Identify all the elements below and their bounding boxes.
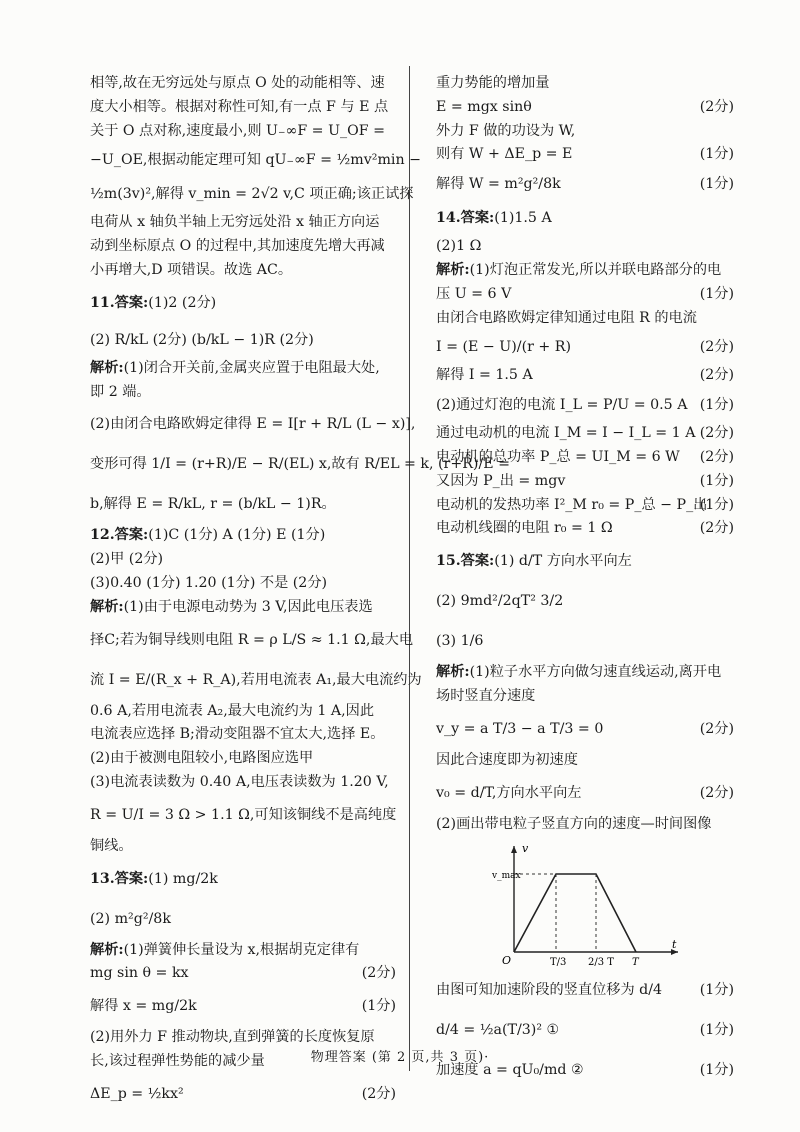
left-line <box>90 572 396 596</box>
score-label: (2分) <box>699 98 734 115</box>
line-text: 重力势能的增加量 <box>436 75 550 91</box>
tick-t: T <box>632 957 639 969</box>
line-text: ΔE_p = ½kx² <box>90 1085 184 1102</box>
score-label: (2分) <box>699 448 734 465</box>
left-line <box>90 357 396 381</box>
left-line <box>90 962 396 986</box>
right-line <box>436 259 734 283</box>
right-line <box>436 494 734 518</box>
line-text: 场时竖直分速度 <box>436 687 536 704</box>
origin-label: O <box>502 954 512 968</box>
line-text: (2) m²g²/8k <box>90 910 171 927</box>
line-text: 解析:(1)灯泡正常发光,所以并联电路部分的电 <box>436 261 722 278</box>
score-label: (2分) <box>699 339 734 356</box>
line-text: 压 U = 6 V <box>436 285 512 302</box>
line-text: v_y = a T/3 − a T/3 = 0 <box>436 720 604 737</box>
score-label: (1分) <box>699 176 734 193</box>
line-text: 长,该过程弹性势能的减少量 <box>90 1052 265 1069</box>
line-text: 解得 W = m²g²/8k <box>436 176 561 193</box>
tick-2t3: 2/3 T <box>588 957 614 969</box>
line-text: 电流表应选择 B;滑动变阻器不宜太大,选择 E。 <box>90 726 385 743</box>
left-line <box>90 72 396 96</box>
left-line <box>90 795 396 835</box>
left-line <box>90 211 396 235</box>
line-text: 外力 F 做的功设为 W, <box>436 122 576 139</box>
right-line <box>436 749 734 773</box>
column-divider <box>409 66 410 1071</box>
line-text: 度大小相等。根据对称性可知,有一点 F 与 E 点 <box>90 98 389 115</box>
right-line <box>436 581 734 621</box>
right-line <box>436 685 734 709</box>
line-text: mg sin θ = kx <box>90 965 189 982</box>
line-text: 相等,故在无穷远处与原点 O 处的动能相等、速 <box>90 75 385 91</box>
right-line <box>436 96 734 120</box>
left-line <box>90 986 396 1026</box>
left-line <box>90 177 414 211</box>
line-text: I = (E − U)/(r + R) <box>436 339 572 356</box>
line-text: (3)电流表读数为 0.40 A,电压表读数为 1.20 V, <box>90 773 389 790</box>
score-label: (1分) <box>699 285 734 302</box>
line-text: 流 I = E/(R_x + R_A),若用电流表 A₁,最大电流约为 <box>90 671 422 688</box>
score-label: (2分) <box>699 367 734 384</box>
left-line <box>90 381 396 405</box>
score-label: (1分) <box>699 1062 734 1079</box>
line-text: −U_OE,根据动能定理可知 qU₋∞F = ½mv²min − <box>90 152 421 169</box>
line-text: 13.答案:(1) mg/2k <box>90 870 218 887</box>
left-line <box>90 548 396 572</box>
line-text: 解得 x = mg/2k <box>90 998 197 1015</box>
line-text: 12.答案:(1)C (1分) A (1分) E (1分) <box>90 527 326 544</box>
left-line <box>90 620 414 660</box>
line-text: (2)甲 (2分) <box>90 551 164 568</box>
line-text: v₀ = d/T,方向水平向左 <box>436 784 582 801</box>
right-line <box>436 364 734 388</box>
left-line <box>90 444 510 484</box>
right-line <box>436 388 734 422</box>
left-line <box>90 1074 396 1114</box>
left-line <box>90 404 416 444</box>
right-line <box>436 167 734 201</box>
left-line <box>90 899 396 939</box>
score-label: (1分) <box>699 982 734 999</box>
line-text: (2)1 Ω <box>436 238 482 255</box>
line-text: R = U/I = 3 Ω > 1.1 Ω,可知该铜线不是高纯度 <box>90 806 397 823</box>
score-label: (2分) <box>361 965 396 982</box>
right-line <box>436 970 734 1010</box>
left-line <box>90 939 396 963</box>
right-line <box>436 330 734 364</box>
line-text: (2) R/kL (2分) (b/kL − 1)R (2分) <box>90 331 314 348</box>
left-line <box>90 835 396 859</box>
line-text: (2)由于被测电阻较小,电路图应选甲 <box>90 750 314 767</box>
score-label: (1分) <box>699 472 734 489</box>
line-text: 15.答案:(1) d/T 方向水平向左 <box>436 553 632 570</box>
right-line <box>436 1010 734 1050</box>
line-text: (2)画出带电粒子竖直方向的速度—时间图像 <box>436 815 712 832</box>
score-label: (2分) <box>699 720 734 737</box>
right-line <box>436 446 734 470</box>
line-text: 关于 O 点对称,速度最小,则 U₋∞F = U_OF = <box>90 122 385 139</box>
left-line <box>90 484 396 524</box>
left-line <box>90 143 421 177</box>
line-text: 小再增大,D 项错误。故选 AC。 <box>90 261 293 278</box>
velocity-time-graph <box>436 836 734 970</box>
left-line <box>90 723 396 747</box>
t-label: t <box>672 938 677 952</box>
score-label: (2分) <box>699 425 734 442</box>
right-line <box>436 517 734 541</box>
line-text: 电动机的总功率 P_总 = UI_M = 6 W <box>436 448 680 465</box>
tick-t3: T/3 <box>550 957 567 969</box>
right-line <box>436 773 734 813</box>
line-text: 由图可知加速阶段的竖直位移为 d/4 <box>436 982 663 999</box>
line-text: 则有 W + ΔE_p = E <box>436 146 573 163</box>
right-line <box>436 143 734 167</box>
line-text: b,解得 E = R/kL, r = (b/kL − 1)R。 <box>90 496 336 513</box>
line-text: 电动机线圈的电阻 r₀ = 1 Ω <box>436 520 613 537</box>
line-text: 解析:(1)弹簧伸长量设为 x,根据胡克定律有 <box>90 941 360 958</box>
left-line <box>90 235 396 259</box>
right-line <box>436 307 734 331</box>
score-label: (1分) <box>361 998 396 1015</box>
score-label: (1分) <box>699 496 734 513</box>
line-text: 通过电动机的电流 I_M = I − I_L = 1 A <box>436 425 696 442</box>
page-footer: 物理答案 (第 2 页,共 3 页)· <box>310 1050 490 1065</box>
right-line <box>436 709 734 749</box>
right-line <box>436 72 734 96</box>
left-line <box>90 120 396 144</box>
left-line <box>90 283 396 323</box>
line-text: 11.答案:(1)2 (2分) <box>90 294 217 311</box>
left-line <box>90 859 396 899</box>
score-label: (2分) <box>699 520 734 537</box>
left-line <box>90 259 396 283</box>
left-line <box>90 96 396 120</box>
line-text: 加速度 a = qU₀/md ② <box>436 1062 584 1079</box>
score-label: (2分) <box>361 1085 396 1102</box>
right-line <box>436 422 734 446</box>
line-text: (2)由闭合电路欧姆定律得 E = I[r + R/L (L − x)], <box>90 416 416 433</box>
left-line <box>90 700 396 724</box>
left-line <box>90 747 396 771</box>
line-text: (3) 1/6 <box>436 633 484 650</box>
right-column <box>436 72 734 1090</box>
vmax-label: v_max <box>492 871 521 882</box>
line-text: d/4 = ½a(T/3)² ① <box>436 1022 560 1039</box>
line-text: 解析:(1)由于电源电动势为 3 V,因此电压表选 <box>90 598 373 615</box>
right-line <box>436 813 734 837</box>
line-text: 因此合速度即为初速度 <box>436 751 578 768</box>
velocity-curve <box>514 874 636 952</box>
right-line <box>436 235 734 259</box>
line-text: 14.答案:(1)1.5 A <box>436 210 552 227</box>
line-text: 0.6 A,若用电流表 A₂,最大电流约为 1 A,因此 <box>90 702 375 719</box>
right-line <box>436 283 734 307</box>
right-line <box>436 120 734 144</box>
score-label: (1分) <box>699 146 734 163</box>
line-text: 解析:(1)粒子水平方向做匀速直线运动,离开电 <box>436 664 722 681</box>
line-text: (2)用外力 F 推动物块,直到弹簧的长度恢复原 <box>90 1029 375 1046</box>
line-text: 解析:(1)闭合开关前,金属夹应置于电阻最大处, <box>90 359 380 376</box>
left-line <box>90 323 396 357</box>
line-text: 解得 I = 1.5 A <box>436 367 533 384</box>
line-text: 即 2 端。 <box>90 383 151 400</box>
right-line <box>436 661 734 685</box>
right-line <box>436 470 734 494</box>
line-text: (2) 9md²/2qT² 3/2 <box>436 593 564 610</box>
line-text: 电动机的发热功率 I²_M r₀ = P_总 − P_出 <box>436 496 708 513</box>
line-text: 变形可得 1/I = (r+R)/E − R/(EL) x,故有 R/EL = k, (r+R)/E = <box>90 456 510 473</box>
line-text: (2)通过灯泡的电流 I_L = P/U = 0.5 A <box>436 397 688 414</box>
line-text: 动到坐标原点 O 的过程中,其加速度先增大再减 <box>90 238 385 255</box>
left-line <box>90 771 396 795</box>
right-line <box>436 541 734 581</box>
line-text: 择C;若为铜导线则电阻 R = ρ L/S ≈ 1.1 Ω,最大电 <box>90 631 414 648</box>
left-line <box>90 596 396 620</box>
line-text: 由闭合电路欧姆定律知通过电阻 R 的电流 <box>436 309 697 326</box>
left-line <box>90 660 422 700</box>
line-text: ½m(3v)²,解得 v_min = 2√2 v,C 项正确;该正试探 <box>90 186 414 203</box>
line-text: 电荷从 x 轴负半轴上无穷远处沿 x 轴正方向运 <box>90 214 380 231</box>
score-label: (1分) <box>699 1022 734 1039</box>
v-axis-arrow-icon <box>511 846 517 853</box>
right-line <box>436 201 734 235</box>
right-line <box>436 621 734 661</box>
line-text: (3)0.40 (1分) 1.20 (1分) 不是 (2分) <box>90 574 328 591</box>
line-text: 铜线。 <box>90 837 133 854</box>
score-label: (1分) <box>699 397 734 414</box>
line-text: E = mgx sinθ <box>436 98 532 115</box>
left-line <box>90 524 396 548</box>
line-text: 又因为 P_出 = mgv <box>436 472 566 489</box>
v-label: v <box>522 842 529 856</box>
score-label: (2分) <box>699 784 734 801</box>
